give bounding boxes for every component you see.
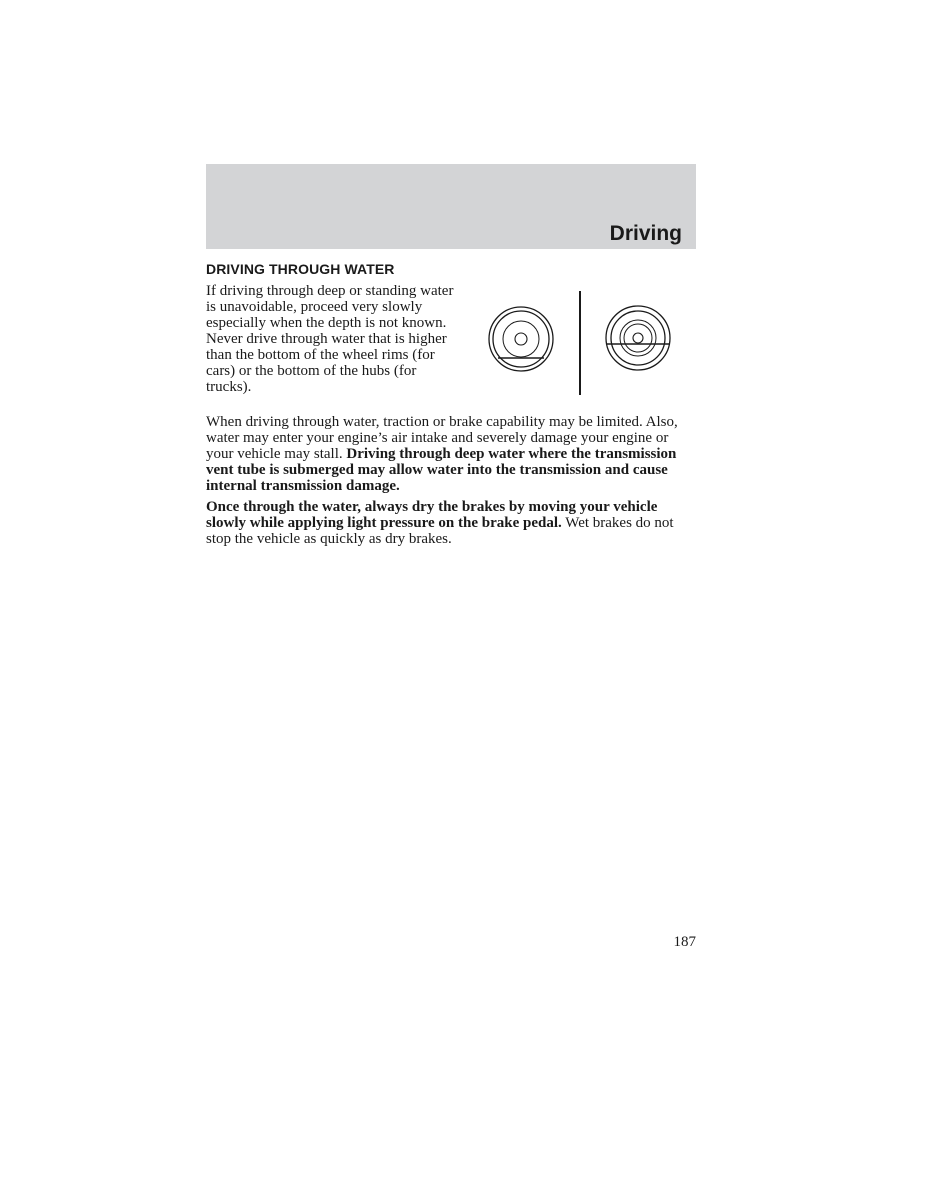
truck-wheel-icon [606, 306, 670, 370]
wet-brakes-text: Wet brakes do not stop the vehicle as quickly as dry brakes. [206, 515, 674, 547]
car-wheel-icon [489, 307, 553, 371]
traction-warning-paragraph [206, 414, 698, 494]
wheel-water-level-diagram-icon [484, 288, 680, 398]
transmission-warning-text: Driving through deep water where the transmission vent tube is submerged may allow water into the transmission and cause internal transmission damage. [206, 446, 677, 494]
dry-brakes-paragraph [206, 499, 698, 547]
chapter-title: Driving [609, 222, 682, 245]
traction-text: When driving through water, traction or brake capability may be limited. Also, water may enter your engine’s air intake and severely damage your engine or your vehicle may stall. [206, 414, 678, 462]
header-band [206, 164, 696, 249]
page-number: 187 [673, 934, 696, 950]
dry-brakes-instruction: Once through the water, always dry the brakes by moving your vehicle slowly while applying light pressure on the brake pedal. [206, 499, 658, 531]
section-heading: DRIVING THROUGH WATER [206, 261, 395, 277]
intro-paragraph: If driving through deep or standing water is unavoidable, proceed very slowly especially when the depth is not known. Never drive through water that is higher than the bottom of the wheel rims (for cars) or the bottom of the hubs (for trucks). [206, 283, 454, 395]
